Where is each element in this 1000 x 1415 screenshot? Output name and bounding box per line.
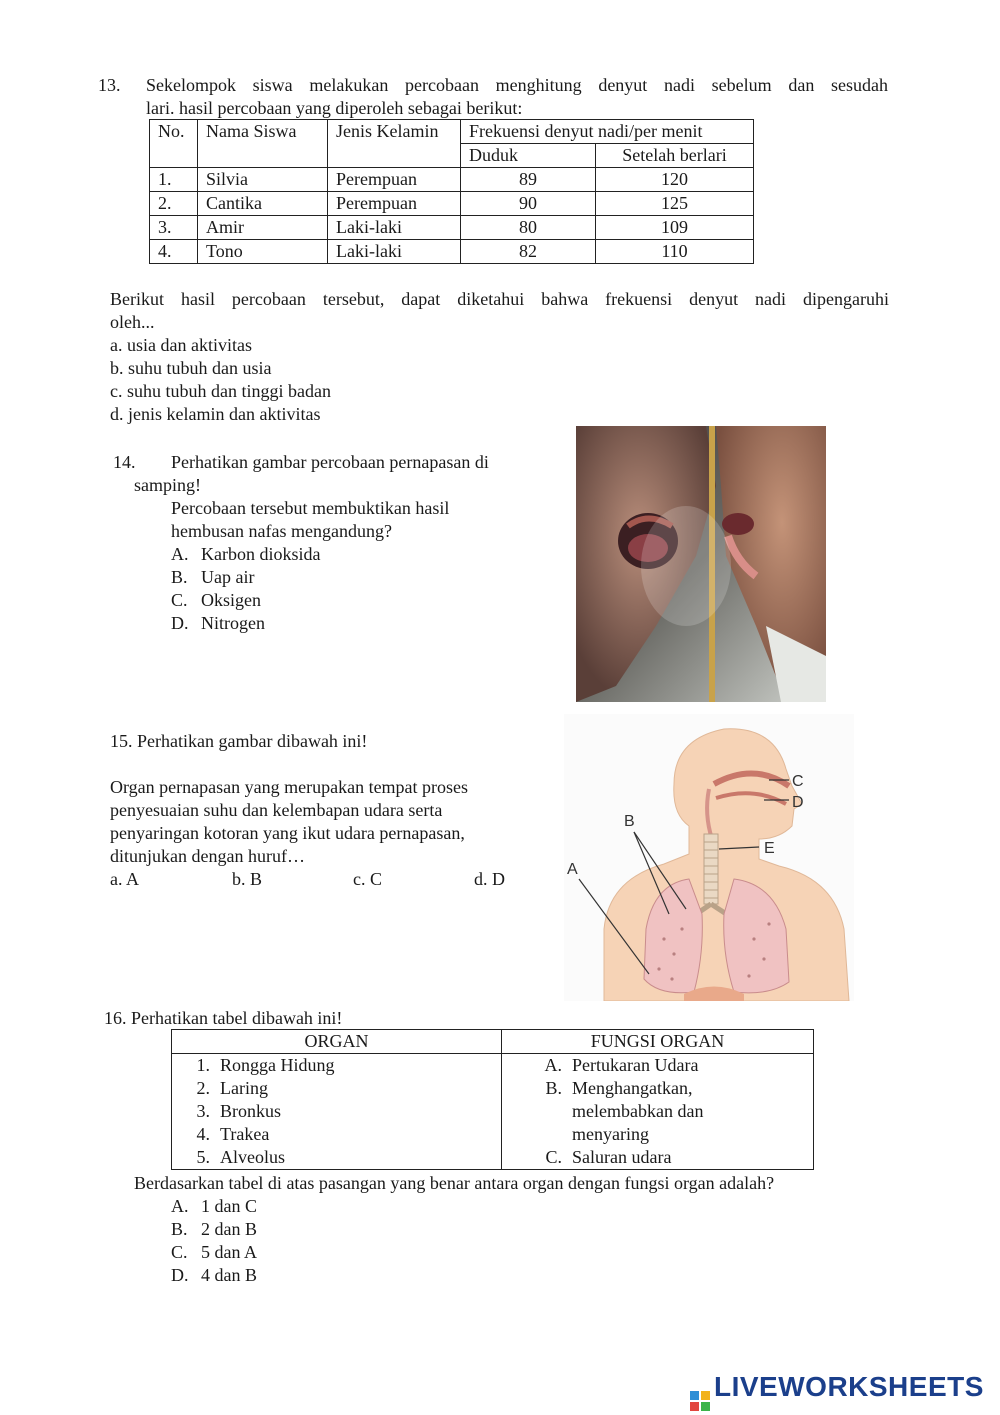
cell-running: 110 <box>596 240 754 264</box>
q16-option-c[interactable]: C. 5 dan A <box>171 1242 257 1262</box>
q15-line1: Organ pernapasan yang merupakan tempat proses <box>110 777 469 797</box>
label-c: C <box>792 773 804 790</box>
cell-sitting: 90 <box>461 192 596 216</box>
respiratory-diagram <box>564 714 854 1001</box>
cell-running: 125 <box>596 192 754 216</box>
q15-title: 15. Perhatikan gambar dibawah ini! <box>110 731 368 751</box>
function-item: C. Saluran udara <box>545 1147 672 1167</box>
q14-option-d[interactable]: D. Nitrogen <box>171 613 265 633</box>
q13-option-c[interactable]: c. suhu tubuh dan tinggi badan <box>110 381 331 401</box>
header-name: Nama Siswa <box>198 120 328 168</box>
organ-item: 2. Laring <box>196 1078 268 1098</box>
cell-running: 109 <box>596 216 754 240</box>
label-a: A <box>567 861 578 878</box>
q15-line4: ditunjukan dengan huruf… <box>110 846 305 866</box>
q13-question-line2: oleh... <box>110 312 155 332</box>
header-after-running: Setelah berlari <box>596 144 754 168</box>
organ-cell <box>172 1054 502 1170</box>
q13-text-line2: lari. hasil percobaan yang diperoleh sebagai berikut: <box>146 98 523 118</box>
q15-option-a[interactable]: a. A <box>110 869 139 889</box>
label-b: B <box>624 813 635 830</box>
table-row <box>150 192 754 216</box>
table-row <box>150 240 754 264</box>
q14-option-b[interactable]: B. Uap air <box>171 567 255 587</box>
cell-gender: Laki-laki <box>328 240 461 264</box>
cell-gender: Perempuan <box>328 192 461 216</box>
organ-item: 1. Rongga Hidung <box>196 1055 335 1075</box>
q14-number: 14. <box>113 452 136 472</box>
table-row <box>150 168 754 192</box>
cell-name: Silvia <box>198 168 328 192</box>
function-item: melembabkan dan <box>572 1101 704 1121</box>
q16-title: 16. Perhatikan tabel dibawah ini! <box>104 1008 343 1028</box>
cell-name: Amir <box>198 216 328 240</box>
organ-item: 4. Trakea <box>196 1124 270 1144</box>
table-row <box>150 216 754 240</box>
q14-line2: samping! <box>134 475 201 495</box>
q13-question-line1: Berikut hasil percobaan tersebut, dapat diketahui bahwa frekuensi denyut nadi dipengaruhi <box>110 289 889 309</box>
q15-option-c[interactable]: c. C <box>353 869 382 889</box>
organ-item: 5. Alveolus <box>196 1147 285 1167</box>
q13-number: 13. <box>98 75 121 95</box>
q13-option-b[interactable]: b. suhu tubuh dan usia <box>110 358 272 378</box>
q13-option-a[interactable]: a. usia dan aktivitas <box>110 335 252 355</box>
q15-option-b[interactable]: b. B <box>232 869 263 889</box>
organ-item: 3. Bronkus <box>196 1101 282 1121</box>
header-organ: ORGAN <box>172 1030 502 1054</box>
q14-line1: Perhatikan gambar percobaan pernapasan di <box>171 452 489 472</box>
cell-name: Cantika <box>198 192 328 216</box>
cell-no: 1. <box>150 168 198 192</box>
logo-icon <box>690 1391 710 1411</box>
function-item: B. Menghangatkan, <box>545 1078 693 1098</box>
q14-line4: hembusan nafas mengandung? <box>171 521 392 541</box>
cell-running: 120 <box>596 168 754 192</box>
cell-gender: Laki-laki <box>328 216 461 240</box>
q14-line3: Percobaan tersebut membuktikan hasil <box>171 498 450 518</box>
organ-function-table <box>171 1029 814 1170</box>
header-no: No. <box>150 120 198 168</box>
cell-sitting: 89 <box>461 168 596 192</box>
q13-option-d[interactable]: d. jenis kelamin dan aktivitas <box>110 404 321 424</box>
liveworksheets-logo[interactable] <box>690 1371 984 1411</box>
cell-sitting: 82 <box>461 240 596 264</box>
cell-no: 2. <box>150 192 198 216</box>
function-item: menyaring <box>572 1124 649 1144</box>
q16-option-a[interactable]: A. 1 dan C <box>171 1196 257 1216</box>
q13-text-line1: Sekelompok siswa melakukan percobaan menghitung denyut nadi sebelum dan sesudah <box>146 75 888 95</box>
q15-line2: penyesuaian suhu dan kelembapan udara serta <box>110 800 443 820</box>
label-d: D <box>792 794 804 811</box>
function-item: A. Pertukaran Udara <box>544 1055 699 1075</box>
header-gender: Jenis Kelamin <box>328 120 461 168</box>
header-frequency: Frekuensi denyut nadi/per menit <box>461 120 754 144</box>
label-e: E <box>764 840 775 857</box>
brand-text: LIVEWORKSHEETS <box>714 1371 984 1402</box>
q16-question: Berdasarkan tabel di atas pasangan yang benar antara organ dengan fungsi organ adalah? <box>134 1173 775 1193</box>
function-cell <box>502 1054 814 1170</box>
q15-line3: penyaringan kotoran yang ikut udara pernapasan, <box>110 823 465 843</box>
cell-sitting: 80 <box>461 216 596 240</box>
q14-option-c[interactable]: C. Oksigen <box>171 590 261 610</box>
header-sitting: Duduk <box>461 144 596 168</box>
cell-gender: Perempuan <box>328 168 461 192</box>
q16-option-d[interactable]: D. 4 dan B <box>171 1265 257 1285</box>
mirror-breath-photo <box>576 426 826 702</box>
q16-option-b[interactable]: B. 2 dan B <box>171 1219 257 1239</box>
q15-option-d[interactable]: d. D <box>474 869 505 889</box>
q14-option-a[interactable]: A. Karbon dioksida <box>171 544 321 564</box>
cell-no: 4. <box>150 240 198 264</box>
pulse-table <box>149 119 754 264</box>
cell-name: Tono <box>198 240 328 264</box>
header-function: FUNGSI ORGAN <box>502 1030 814 1054</box>
cell-no: 3. <box>150 216 198 240</box>
